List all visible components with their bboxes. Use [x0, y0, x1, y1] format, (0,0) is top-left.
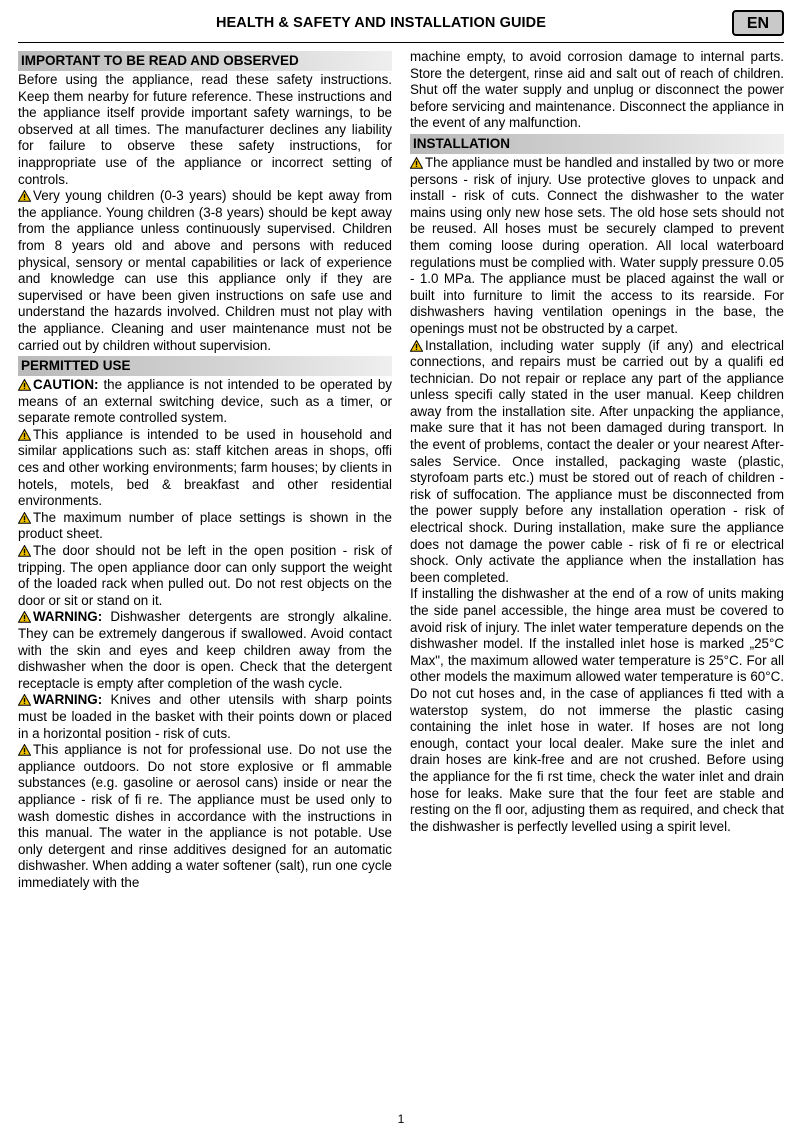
- two-column-layout: [18, 49, 784, 892]
- language-badge: EN: [732, 10, 784, 36]
- page-title: HEALTH & SAFETY AND INSTALLATION GUIDE: [215, 15, 547, 31]
- paragraph-text: Very young children (0-3 years) should be kept away from the appliance. Young children (3-8 years) should be kept away from the appliance unless continuously supervised. Children from 8 years old and above and persons with reduced physical, sensory or mental capabilities or lack of experience and knowledge can use this appliance only if they are supervised or have been given instructions on safe use and understand the hazards involved. Children must not play with the appliance. Cleaning and user maintenance must not be carried out by children without supervision.: [18, 188, 392, 353]
- paragraph-text: Before using the appliance, read these safety instructions. Keep them nearby for future reference. These instructions and the appliance itself provide important safety warnings, to be observed at all times. The manufacturer declines any liability for failure to observe these safety instructions, for inappropriate use of the appliance or incorrect setting of controls.: [18, 72, 392, 187]
- document-header: [18, 10, 784, 40]
- page-footer: 1: [397, 1112, 405, 1126]
- header-divider: [18, 42, 784, 43]
- body-paragraph: [18, 692, 392, 742]
- warning-triangle-icon: [18, 379, 31, 391]
- warning-triangle-icon: [18, 512, 31, 524]
- paragraph-text: This appliance is intended to be used in household and similar applications such as: staff kitchen areas in shops, offi ces and other working environments; farm houses; by clients in hotels, motels, bed & breakfast and other residential environments.: [18, 426, 392, 509]
- paragraph-text: machine empty, to avoid corrosion damage to internal parts. Store the detergent, rinse aid and salt out of reach of children. Shut off the water supply and unplug or disconnect the power before servicing and maintenance. Disconnect the appliance in the event of any malfunction.: [410, 49, 784, 131]
- body-paragraph: [18, 742, 392, 891]
- paragraph-text: If installing the dishwasher at the end of a row of units making the side panel accessible, the hinge area must be covered to avoid risk of injury. The inlet water temperature depends on the dishwasher model. If the installed inlet hose is marked „25°C Max", the maximum allowed water temperature is 25°C. For all other models the maximum allowed water temperature is 60°C. Do not cut hoses and, in the case of appliances fi tted with a waterstop system, do not immerse the plastic casing containing the inlet hose in water. If hoses are not long enough, contact your local dealer. Make sure the inlet and drain hoses are kink-free and are not crushed. Before using the appliance for the fi rst time, check the water inlet and drain hose for leaks. Make sure that the four feet are stable and resting on the fl oor, adjusting them as required, and check that the dishwasher is perfectly levelled using a spirit level.: [410, 586, 784, 834]
- paragraph-label: WARNING:: [33, 609, 103, 625]
- body-paragraph: [410, 338, 784, 587]
- warning-triangle-icon: [18, 611, 31, 623]
- warning-triangle-icon: [18, 744, 31, 756]
- warning-triangle-icon: [18, 190, 31, 202]
- paragraph-label: CAUTION:: [33, 377, 99, 393]
- paragraph-text: The appliance must be handled and installed by two or more persons - risk of injury. Use protective gloves to unpack and install - risk of cuts. Connect the dishwasher to the water mains using only new hose sets. The old hose sets should not be reused. All hoses must be securely clamped to prevent them coming loose during operation. All local waterboard regulations must be complied with. Water supply pressure 0.05 - 1.0 MPa. The appliance must be placed against the wall or built into furniture to limit the access to its rearside. For dishwashers having ventilation openings in the base, the openings must not be obstructed by a carpet.: [410, 154, 784, 336]
- paragraph-label: WARNING:: [33, 692, 103, 708]
- paragraph-text: This appliance is not for professional use. Do not use the appliance outdoors. Do not store explosive or fl ammable substances (e.g. gasoline or aerosol cans) inside or near the appliance - risk of fi re. The appliance must be used only to wash domestic dishes in accordance with the instructions in this manual. The water in the appliance is not potable. Use only detergent and rinse additives designed for an automatic dishwasher. When adding a water softener (salt), run one cycle immediately with the: [18, 742, 392, 890]
- body-paragraph: [18, 510, 392, 543]
- paragraph-text: the appliance is not intended to be operated by means of an external switching device, such as a timer, or separate remote controlled system.: [18, 377, 392, 426]
- warning-triangle-icon: [18, 694, 31, 706]
- body-paragraph: [18, 188, 392, 354]
- body-paragraph: [18, 72, 392, 188]
- left-column: [18, 49, 392, 892]
- paragraph-text: Dishwasher detergents are strongly alkaline. They can be extremely dangerous if swallowed. Avoid contact with the skin and eyes and keep children away from the dishwasher when the door is open. Check that the detergent receptacle is empty after completion of the wash cycle.: [18, 609, 392, 691]
- warning-triangle-icon: [18, 545, 31, 557]
- warning-triangle-icon: [18, 429, 31, 441]
- warning-triangle-icon: [410, 340, 423, 352]
- section-heading: INSTALLATION: [410, 134, 784, 154]
- body-paragraph: [18, 609, 392, 692]
- body-paragraph: [410, 586, 784, 835]
- body-paragraph: [410, 49, 784, 132]
- section-heading: IMPORTANT TO BE READ AND OBSERVED: [18, 51, 392, 71]
- section-heading: PERMITTED USE: [18, 356, 392, 376]
- paragraph-text: The door should not be left in the open position - risk of tripping. The open appliance door can only support the weight of the loaded rack when pulled out. Do not rest objects on the door or sit or stand on it.: [18, 543, 392, 608]
- body-paragraph: [18, 377, 392, 427]
- right-column: [410, 49, 784, 835]
- body-paragraph: [18, 543, 392, 609]
- paragraph-text: Knives and other utensils with sharp points must be loaded in the basket with their points down or placed in a horizontal position - risk of cuts.: [18, 692, 392, 741]
- body-paragraph: [18, 427, 392, 510]
- body-paragraph: [410, 155, 784, 338]
- warning-triangle-icon: [410, 157, 423, 169]
- paragraph-text: The maximum number of place settings is shown in the product sheet.: [18, 509, 392, 542]
- paragraph-text: Installation, including water supply (if any) and electrical connections, and repairs must be carried out by a qualifi ed technician. Do not repair or replace any part of the appliance unless specifi cally stated in the user manual. Keep children away from the installation site. After unpacking the appliance, make sure that it has not been damaged during transport. In the event of problems, contact the dealer or your nearest After-sales Service. Once installed, packaging waste (plastic, styrofoam parts etc.) must be stored out of reach of children - risk of suffocation. The appliance must be disconnected from the power supply before any installation operation - risk of electrical shock. During installation, make sure the appliance does not damage the power cable - risk of fi re or electrical shock. Only activate the appliance when the installation has been completed.: [410, 337, 784, 585]
